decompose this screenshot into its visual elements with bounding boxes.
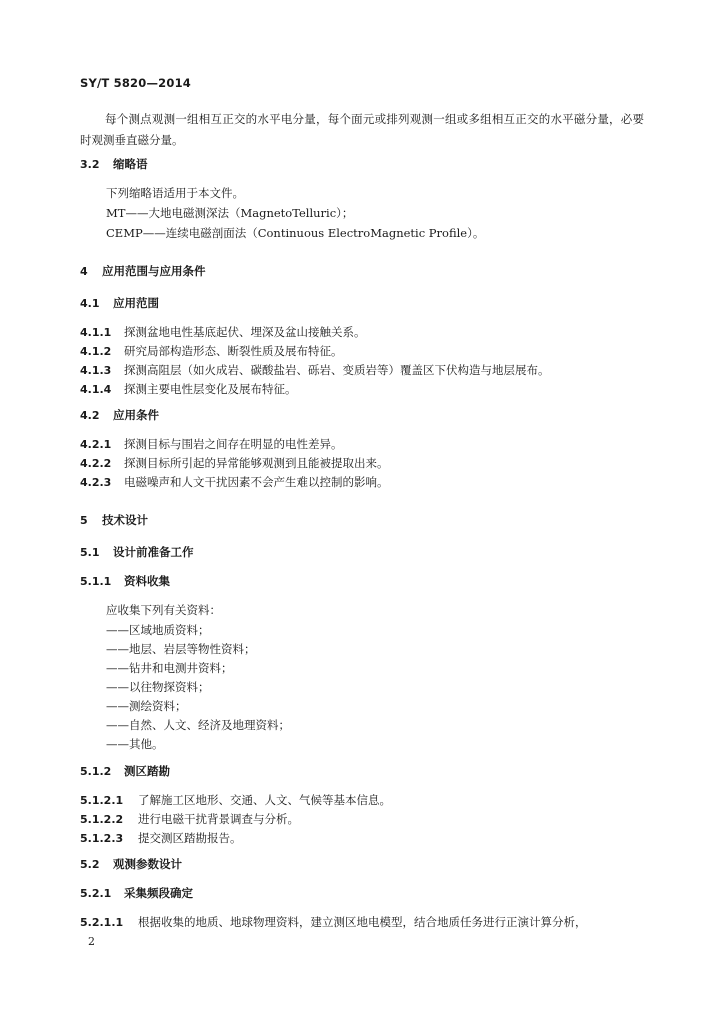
section-5-heading: [80, 513, 148, 528]
section-number: 5.1.1: [80, 575, 112, 588]
section-title: 设计前准备工作: [113, 545, 194, 559]
standard-code-header: SY/T 5820—2014: [80, 76, 191, 90]
section-number: 3.2: [80, 158, 100, 171]
clause-number: 5.1.2.1: [80, 794, 124, 807]
section-5-2-heading: [80, 857, 182, 872]
clause-number: 4.1.2: [80, 345, 112, 358]
collection-list-item: ——测绘资料；: [106, 699, 187, 713]
clause-number: 5.2.1.1: [80, 916, 124, 929]
section-title: 技术设计: [102, 513, 148, 527]
section-number: 5.2: [80, 858, 100, 871]
collection-list-item: ——区域地质资料；: [106, 623, 210, 637]
clause-text: 了解施工区地形、交通、人文、气候等基本信息。: [138, 793, 391, 807]
section-number: 5.1.2: [80, 765, 112, 778]
abbreviation-intro: 下列缩略语适用于本文件。: [106, 186, 244, 200]
clause-number: 4.1.3: [80, 364, 112, 377]
clause-number: 4.2.2: [80, 457, 112, 470]
section-number: 5.2.1: [80, 887, 112, 900]
section-title: 观测参数设计: [113, 857, 182, 871]
clause-number: 4.2.1: [80, 438, 112, 451]
clause-5-1-2-3: [80, 831, 242, 846]
collection-list-item: ——钻井和电测井资料；: [106, 661, 233, 675]
section-5-1-2-heading: [80, 764, 170, 779]
section-title: 应用范围与应用条件: [102, 264, 206, 278]
section-4-heading: [80, 264, 206, 279]
section-title: 采集频段确定: [124, 886, 193, 900]
clause-text: 研究局部构造形态、断裂性质及展布特征。: [124, 344, 343, 358]
section-number: 5.1: [80, 546, 100, 559]
section-number: 4: [80, 265, 88, 278]
section-number: 5: [80, 514, 88, 527]
clause-number: 5.1.2.2: [80, 813, 124, 826]
clause-text: 探测主要电性层变化及展布特征。: [124, 382, 297, 396]
clause-number: 4.2.3: [80, 476, 112, 489]
section-4-2-heading: [80, 408, 159, 423]
clause-4-2-2: [80, 456, 389, 471]
section-title: 应用范围: [113, 296, 159, 310]
clause-5-1-2-2: [80, 812, 299, 827]
section-title: 应用条件: [113, 408, 159, 422]
section-title: 缩略语: [113, 157, 148, 171]
collection-list-item: ——以往物探资料；: [106, 680, 210, 694]
abbreviation-cemp: CEMP——连续电磁剖面法（Continuous ElectroMagnetic Profile）。: [106, 226, 485, 240]
clause-text: 根据收集的地质、地球物理资料，建立测区地电模型，结合地质任务进行正演计算分析，: [138, 915, 587, 929]
clause-text: 探测高阻层（如火成岩、碳酸盐岩、砾岩、变质岩等）覆盖区下伏构造与地层展布。: [124, 363, 550, 377]
clause-text: 探测盆地电性基底起伏、埋深及盆山接触关系。: [124, 325, 366, 339]
intro-paragraph: 每个测点观测一组相互正交的水平电分量，每个面元或排列观测一组或多组相互正交的水平磁分量，必要时观测垂直磁分量。: [80, 112, 644, 147]
clause-text: 提交测区踏勘报告。: [138, 831, 242, 845]
clause-4-1-2: [80, 344, 343, 359]
clause-number: 5.1.2.3: [80, 832, 124, 845]
clause-4-2-1: [80, 437, 343, 452]
clause-text: 电磁噪声和人文干扰因素不会产生难以控制的影响。: [124, 475, 389, 489]
clause-number: 4.1.4: [80, 383, 112, 396]
section-4-1-heading: [80, 296, 159, 311]
collection-intro: 应收集下列有关资料：: [106, 603, 221, 617]
clause-4-2-3: [80, 475, 389, 490]
section-3-2-heading: [80, 157, 148, 172]
clause-number: 4.1.1: [80, 326, 112, 339]
clause-text: 探测目标所引起的异常能够观测到且能被提取出来。: [124, 456, 389, 470]
section-title: 资料收集: [124, 574, 170, 588]
page-number: 2: [88, 935, 95, 948]
clause-text: 进行电磁干扰背景调查与分析。: [138, 812, 299, 826]
clause-4-1-1: [80, 325, 366, 340]
section-5-2-1-heading: [80, 886, 193, 901]
collection-list-item: ——地层、岩层等物性资料；: [106, 642, 256, 656]
abbreviation-mt: MT——大地电磁测深法（MagnetoTelluric）；: [106, 206, 354, 220]
collection-list-item: ——自然、人文、经济及地理资料；: [106, 718, 290, 732]
clause-5-1-2-1: [80, 793, 391, 808]
clause-text: 探测目标与围岩之间存在明显的电性差异。: [124, 437, 343, 451]
clause-5-2-1-1: [80, 915, 587, 930]
section-title: 测区踏勘: [124, 764, 170, 778]
collection-list-item: ——其他。: [106, 737, 164, 751]
section-number: 4.2: [80, 409, 100, 422]
section-number: 4.1: [80, 297, 100, 310]
clause-4-1-4: [80, 382, 297, 397]
clause-4-1-3: [80, 363, 550, 378]
section-5-1-heading: [80, 545, 194, 560]
section-5-1-1-heading: [80, 574, 170, 589]
